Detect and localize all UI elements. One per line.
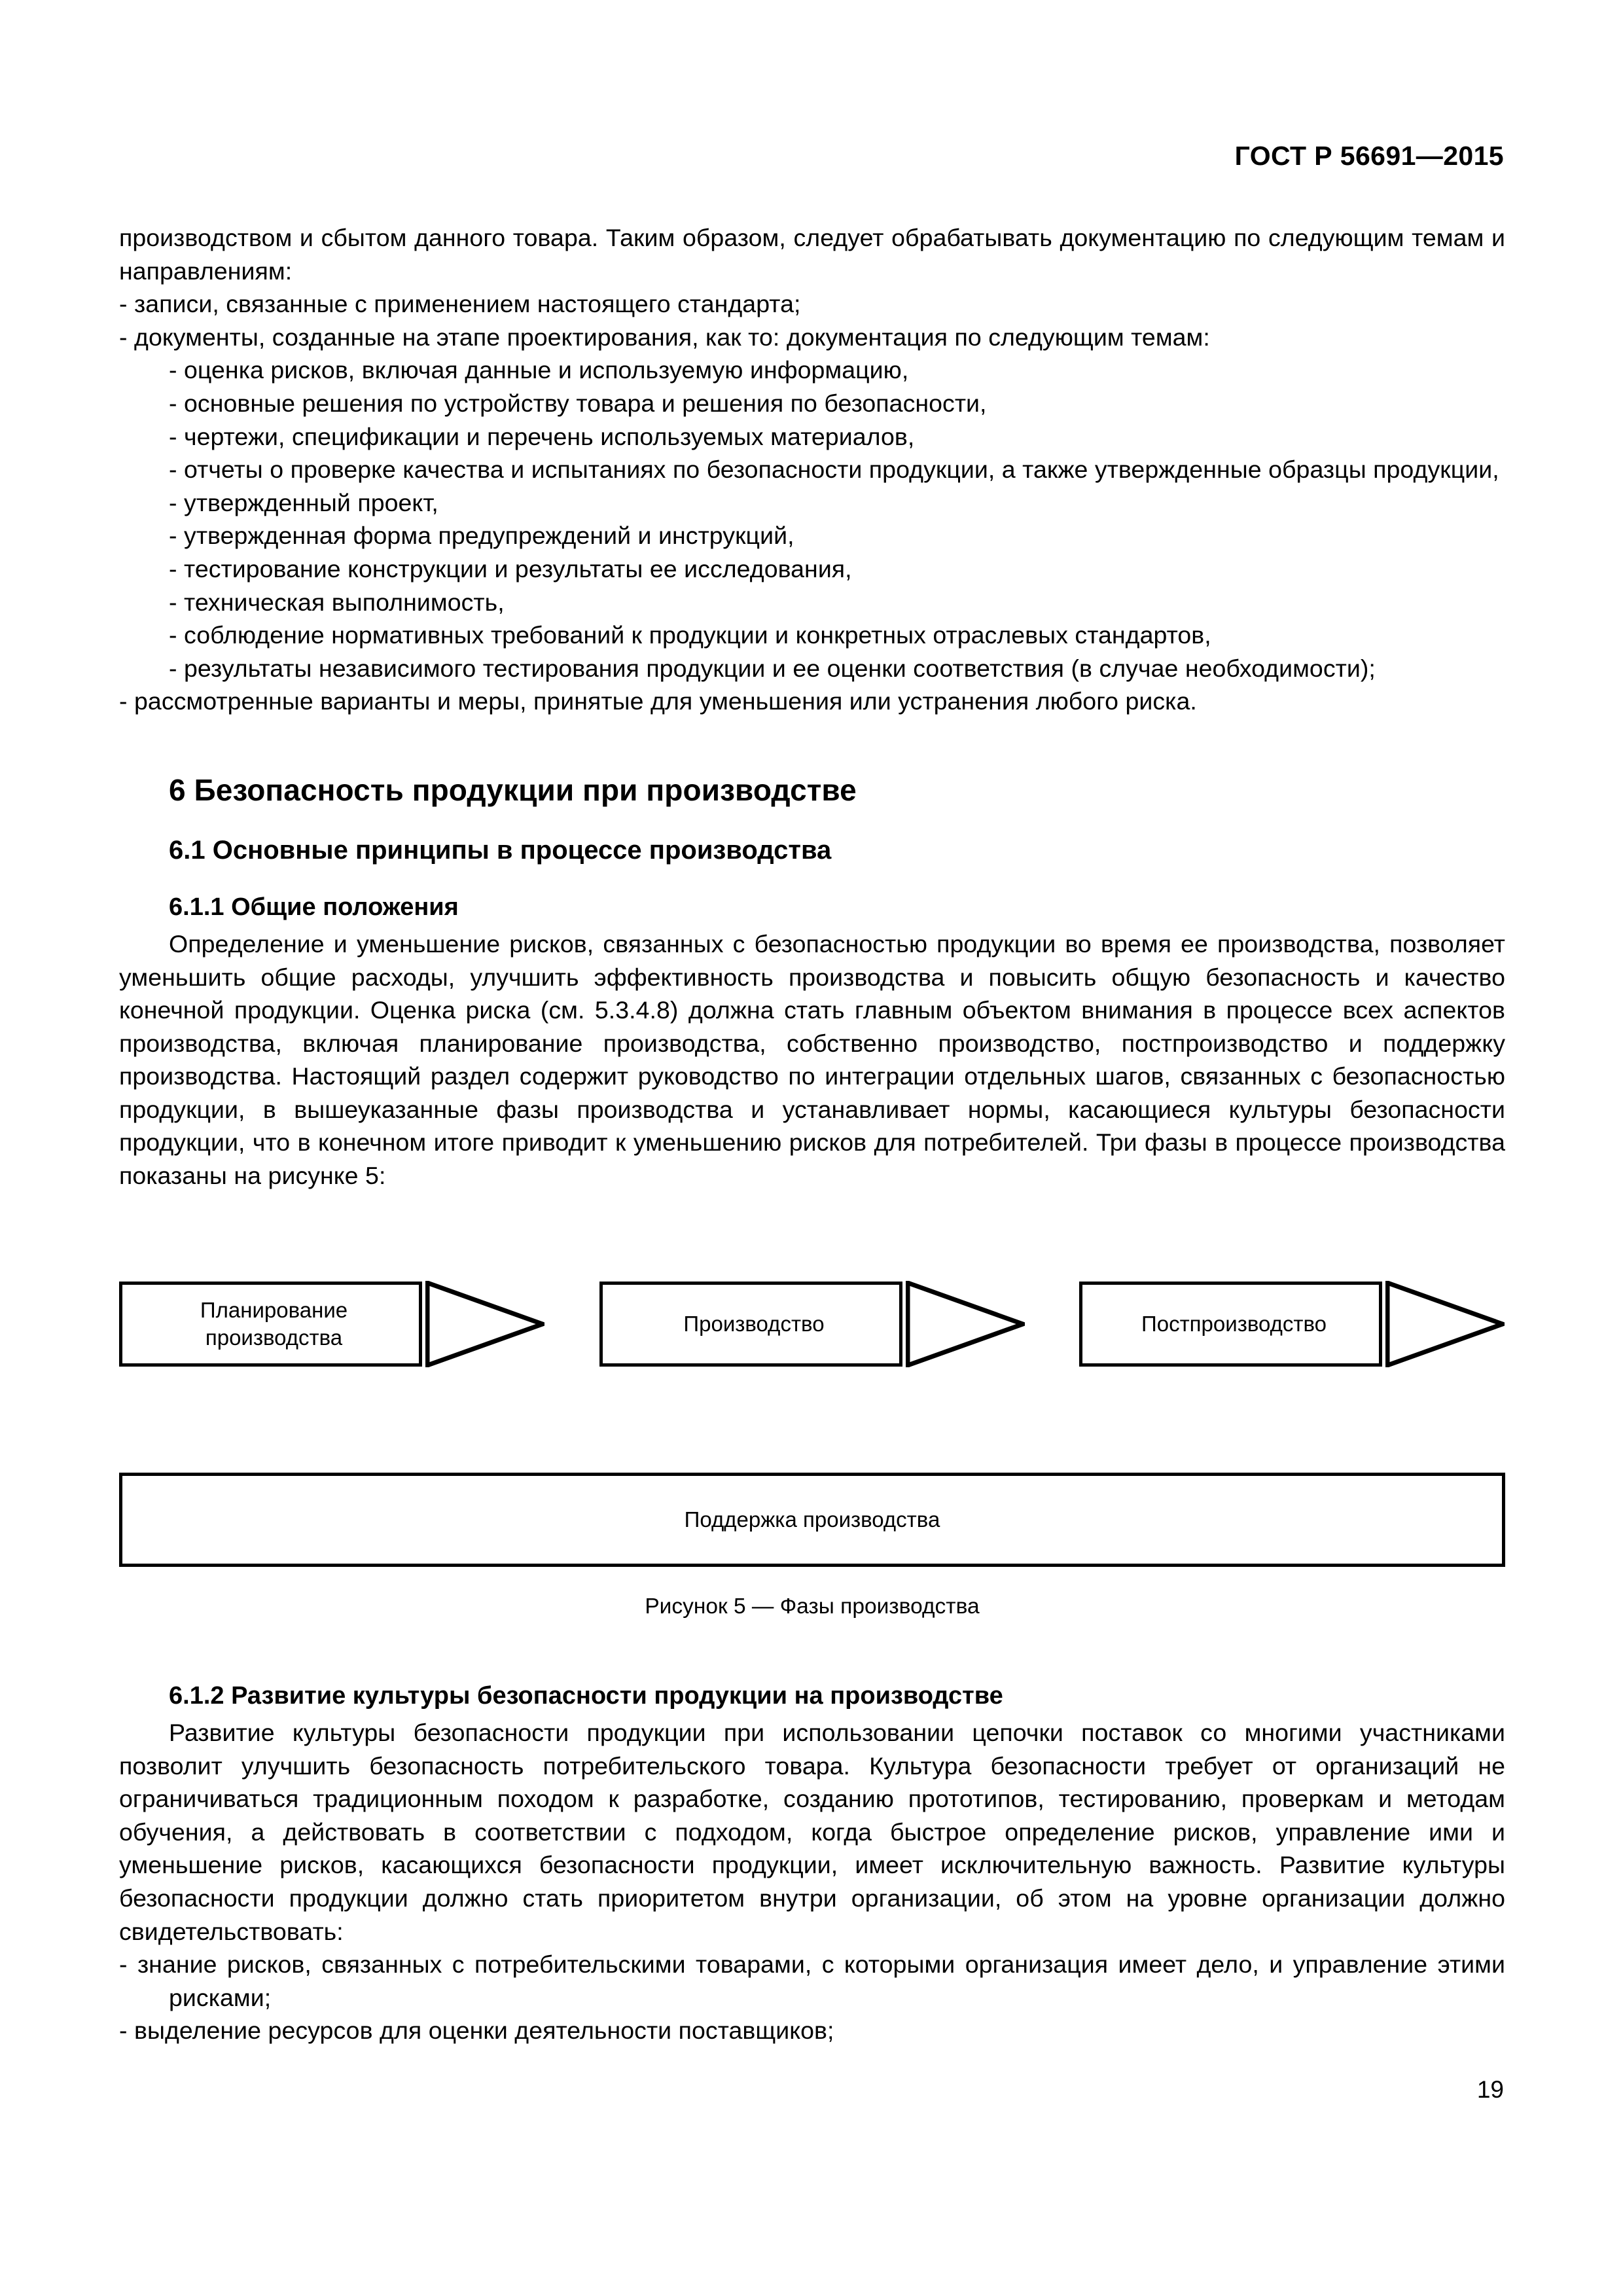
list-item-label: утвержденный проект, [184, 488, 438, 516]
list-bullet-dash: - [169, 588, 185, 616]
figure-caption: Рисунок 5 — Фазы производства [645, 1594, 980, 1619]
phase-label: Постпроизводство [1141, 1312, 1327, 1336]
list-bullet-dash: - [169, 554, 185, 583]
list-item [119, 287, 1505, 321]
phase-label: Производство [683, 1312, 825, 1336]
list-bullet-dash: - [169, 389, 185, 417]
list-item-label: чертежи, спецификации и перечень используемых материалов, [184, 422, 915, 450]
page-number: 19 [1476, 2076, 1504, 2103]
paragraph-safety-culture: Развитие культуры безопасности продукции при использовании цепочки поставок со многими участниками позволит улучшить безопасность потребительского товара. Культура безопасности требует от организаций не ограничиваться традиционным походом к разработке, созданию прототипов, тестированию, проверкам и методам обучения, а действовать в соответствии с подходом, когда быстрое определение рисков, управление ими и уменьшение рисков, касающихся безопасности продукции, имеет исключительную важность. Развитие культуры безопасности продукции должно стать приоритетом внутри организации, об этом на уровне организации должно свидетельствовать: [119, 1719, 1505, 1945]
list-item [119, 387, 1505, 420]
list-item [119, 353, 1505, 387]
list-bullet-dash: - [169, 456, 185, 484]
spacer [119, 808, 1505, 833]
list-bullet-dash: - [119, 323, 135, 351]
support-box-label: Поддержка производства [684, 1507, 940, 1532]
phase-chevron-postproduction [1079, 1282, 1505, 1367]
section-heading-6-1-2: 6.1.2 Развитие культуры безопасности продукции на производстве [169, 1682, 1003, 1710]
list-item-label: знание рисков, связанных с потребительскими товарами, с которыми организация имеет дело, и управление этими рисками; [137, 1950, 1505, 2011]
list-item [119, 420, 1505, 454]
list-item-label: записи, связанные с применением настоящего стандарта; [134, 290, 801, 318]
section-heading-6: 6 Безопасность продукции при производстве [169, 772, 857, 807]
chevron-arrow-icon [906, 1281, 1025, 1367]
list-bullet-dash: - [119, 290, 135, 318]
list-bullet-dash: - [169, 522, 185, 550]
support-production-box [119, 1473, 1505, 1567]
list-bullet-dash: - [119, 2017, 135, 2045]
paragraph-general-provisions: Определение и уменьшение рисков, связанных с безопасностью продукции во время ее производства, позволяет уменьшить общие расходы, улучшить эффективность производства и повысить общую безопасность и качество конечной продукции. Оценка риска (см. 5.3.4.8) должна стать главным объектом внимания в процессе всех аспектов производства, включая планирование производства, собственно производство, постпроизводство и поддержку производства. Настоящий раздел содержит руководство по интеграции отдельных шагов, связанных с безопасностью продукции, в вышеуказанные фазы производства и устанавливает нормы, касающиеся культуры безопасности продукции, что в конечном итоге приводит к уменьшению рисков для потребителей. Три фазы в процессе производства показаны на рисунке 5: [119, 929, 1505, 1190]
list-bullet-dash: - [169, 621, 185, 649]
list-item [119, 619, 1505, 652]
list-bullet-dash: - [119, 687, 135, 715]
list-item [119, 486, 1505, 520]
spacer [119, 867, 1505, 891]
list-item-label: документы, созданные на этапе проектирования, как то: документация по следующим темам: [134, 323, 1210, 351]
list-item-label: тестирование конструкции и результаты ее исследования, [184, 554, 852, 583]
list-item-label: соблюдение нормативных требований к продукции и конкретных отраслевых стандартов, [184, 621, 1211, 649]
list-item [119, 519, 1505, 552]
list-item [119, 685, 1505, 718]
spacer [119, 718, 1505, 772]
phase-chevron-production [599, 1282, 1026, 1367]
list-item [119, 453, 1505, 486]
list-bullet-dash: - [169, 356, 185, 384]
list-item [119, 321, 1505, 354]
list-bullet-dash: - [169, 422, 185, 450]
list-item-label: рассмотренные варианты и меры, принятые для уменьшения или устранения любого риска. [134, 687, 1197, 715]
list-item-label: результаты независимого тестирования продукции и ее оценки соответствия (в случае необходимости); [184, 654, 1376, 682]
list-item-label: отчеты о проверке качества и испытаниях по безопасности продукции, а также утвержденные образцы продукции, [184, 456, 1499, 484]
list-item [119, 652, 1505, 685]
list-item-label: техническая выполнимость, [184, 588, 505, 616]
page-header-standard-number: ГОСТ Р 56691—2015 [1234, 141, 1504, 171]
list-bullet-dash: - [169, 488, 185, 516]
list-bullet-dash: - [119, 1950, 137, 1979]
upper-text-column [119, 221, 1505, 1193]
list-item-label: основные решения по устройству товара и решения по безопасности, [184, 389, 987, 417]
list-item-label: утвержденная форма предупреждений и инструкций, [184, 522, 794, 550]
section-heading-6-1: 6.1 Основные принципы в процессе производства [169, 835, 832, 865]
list-bullet-dash: - [169, 654, 185, 682]
paragraph-continued: производством и сбытом данного товара. Таким образом, следует обрабатывать документацию по следующим темам и направлениям: [119, 224, 1505, 285]
list-item [119, 1948, 1505, 2014]
list-item [119, 552, 1505, 586]
phase-chevron-row [119, 1282, 1505, 1367]
figure-5-production-phases [119, 1282, 1505, 1619]
lower-text-column [119, 1679, 1505, 2047]
chevron-arrow-icon [1385, 1281, 1505, 1367]
phase-label: Планирование производства [200, 1298, 348, 1350]
list-item [119, 2014, 1505, 2047]
phase-chevron-planning [119, 1282, 545, 1367]
chevron-arrow-icon [425, 1281, 544, 1367]
list-item-label: оценка рисков, включая данные и используемую информацию, [184, 356, 909, 384]
list-item-label: выделение ресурсов для оценки деятельности поставщиков; [134, 2017, 834, 2045]
list-item [119, 586, 1505, 619]
section-heading-6-1-1: 6.1.1 Общие положения [169, 893, 459, 921]
